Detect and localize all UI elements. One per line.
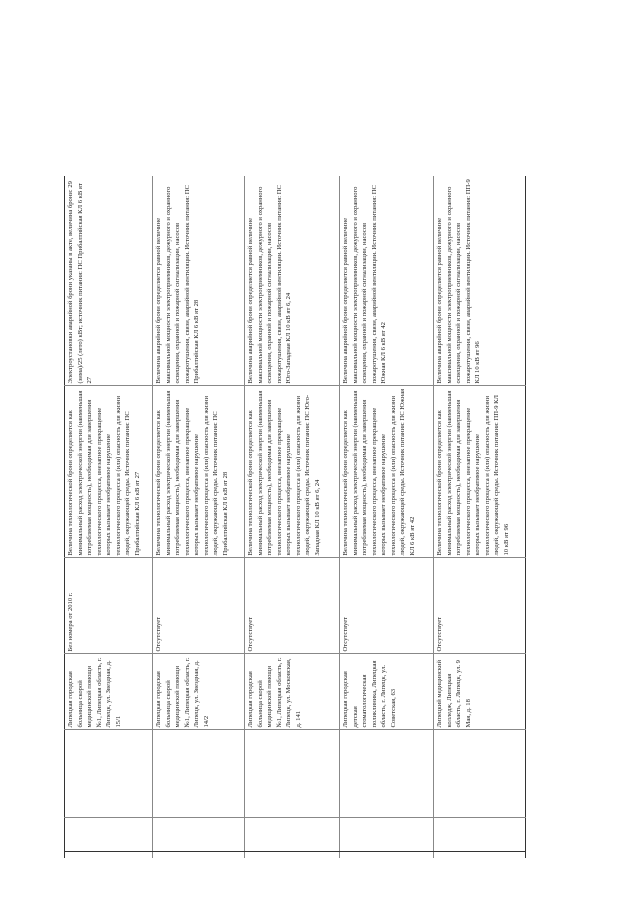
emergency-reserve-text: Величина аварийной брони определяется равной величине максимальной мощности электроприемников, дежурного и охранного освещения, охранной и пожарной сигнализации, насосов пожаротушения, связи, аварийной вентиляции. Источник питания: ПС Прибалтийская КЛ 6 кВ ят 28 [155, 185, 201, 384]
table-row [434, 176, 526, 858]
thermal-reserve-cell [245, 386, 340, 558]
empty-cell [65, 818, 153, 852]
empty-cell [434, 818, 526, 852]
number-cell [434, 730, 526, 818]
institution-text: Липецкая городская больница скорой медицинской помощи №1, Липецкая область, г. Липецк, ул. Звездная, д. 14/2 [155, 657, 210, 728]
thermal-reserve-cell [65, 386, 153, 558]
emergency-reserve-text: Величина аварийной брони определяется равной величине максимальной мощности электроприемников, дежурного и охранного освещения, охранной и пожарной сигнализации, насосов пожаротушения, связи, аварийной вентиляции. Источник питания: ПС Юго-Западная КЛ 10 кВ ят 6, 24 [247, 185, 293, 384]
margin-cell [434, 852, 526, 858]
institution-cell [434, 654, 526, 730]
institution-cell [340, 654, 434, 730]
thermal-reserve-text: Величина технологической брони определяется как минимальный расход электрической энергии (наименьшая потребляемая мощность), необходимая для завершения технологического процесса, внезапное прекращение которых вызывает необратимое нарушение технологического процесса и (или) опасность для жизни людей, окружающей среды. Источник питания: ПС Прибалтийская КЛ 6 кВ ят 28 [155, 390, 229, 556]
emergency-reserve-text: Электроустановки аварийной брони указаны в акте, величина брони: 29 (зима)/25 (лето) кВт; источник питания: ПС Прибалтийская КЛ 6 кВ ят 27 [67, 181, 94, 384]
margin-cell [65, 852, 153, 858]
meter-text: Отсутствует [342, 616, 349, 652]
thermal-reserve-text: Величина технологической брони определяется как минимальный расход электрической энергии (наименьшая потребляемая мощность), необходимая для завершения технологического процесса, внезапное прекращение которых вызывает необратимое нарушение технологического процесса и (или) опасность для жизни людей, окружающей среды. Источник питания: ПС Юго-Западная КЛ 10 кВ ят 6, 24 [247, 390, 321, 556]
emergency-reserve-cell [340, 176, 434, 386]
meter-text: Без номера от 2010 г. [67, 592, 74, 652]
meter-cell [245, 558, 340, 654]
emergency-reserve-cell [65, 176, 153, 386]
empty-cell [340, 818, 434, 852]
number-cell [153, 730, 245, 818]
thermal-reserve-cell [434, 386, 526, 558]
institution-text: Липецкий медицинский колледж, Липецкая область, г. Липецк, ул. 9 Мая, д. 18 [436, 659, 472, 728]
thermal-reserve-text: Величина технологической брони определяется как минимальный расход электрической энергии (наименьшая потребляемая мощность), необходимая для завершения технологического процесса, внезапное прекращение которых вызывает необратимое нарушение технологического процесса и (или) опасность для жизни людей, окружающей среды. Источник питания: ПС Прибалтийская КЛ 6 кВ ят 27 [67, 390, 141, 556]
institution-text: Липецкая городская детская стоматологическая поликлиника, Липецкая область, г. Липецк, ул. Советская, 63 [342, 660, 397, 728]
institution-cell [153, 654, 245, 730]
institution-cell [245, 654, 340, 730]
table-row [340, 176, 434, 858]
number-cell [340, 730, 434, 818]
institution-text: Липецкая городская больница скорой медицинской помощи №1, Липецкая область, г. Липецк, ул. Звездная, д. 15/1 [67, 657, 122, 728]
emergency-reserve-text: Величина аварийной брони определяется равной величине максимальной мощности электроприемников, дежурного и охранного освещения, охранной и пожарной сигнализации, насосов пожаротушения, связи, аварийной вентиляции. Источник питания: ПП-9 КЛ 10 кВ ят 96 [436, 179, 482, 384]
margin-cell [340, 852, 434, 858]
thermal-reserve-text: Величина технологической брони определяется как минимальный расход электрической энергии (наименьшая потребляемая мощность), необходимая для завершения технологического процесса, внезапное прекращение которых вызывает необратимое нарушение технологического процесса и (или) опасность для жизни людей, окружающей среды. Источник питания: ПС Южная КЛ 6 кВ ят 42 [342, 388, 416, 556]
meter-text: Отсутствует [247, 616, 254, 652]
meter-cell [65, 558, 153, 654]
meter-cell [153, 558, 245, 654]
thermal-reserve-text: Величина технологической брони определяется как минимальный расход электрической энергии (наименьшая потребляемая мощность), необходимая для завершения технологического процесса, внезапное прекращение которых вызывает необратимое нарушение технологического процесса и (или) опасность для жизни людей, окружающей среды. Источник питания: ПП-9 КЛ 10 кВ ят 96 [436, 390, 510, 556]
empty-cell [153, 818, 245, 852]
empty-cell [245, 818, 340, 852]
meter-text: Отсутствует [436, 616, 443, 652]
rotated-table-wrapper [64, 176, 525, 858]
emergency-reserve-cell [434, 176, 526, 386]
institution-text: Липецкая городская больница скорой медицинской помощи №1, Липецкая область, г. Липецк, ул. Московская, д. 141 [247, 657, 302, 728]
reservation-table [64, 176, 526, 858]
emergency-reserve-cell [153, 176, 245, 386]
institution-cell [65, 654, 153, 730]
number-cell [245, 730, 340, 818]
meter-cell [340, 558, 434, 654]
margin-cell [245, 852, 340, 858]
table-row [245, 176, 340, 858]
number-cell [65, 730, 153, 818]
meter-cell [434, 558, 526, 654]
emergency-reserve-text: Величина аварийной брони определяется равной величине максимальной мощности электроприемников, дежурного и охранного освещения, охранной и пожарной сигнализации, насосов пожаротушения, связи, аварийной вентиляции. Источник питания: ПС Южная КЛ 6 кВ ят 42 [342, 185, 388, 384]
meter-text: Отсутствует [155, 616, 162, 652]
table-row [153, 176, 245, 858]
thermal-reserve-cell [340, 386, 434, 558]
margin-cell [153, 852, 245, 858]
thermal-reserve-cell [153, 386, 245, 558]
emergency-reserve-cell [245, 176, 340, 386]
table-row [65, 176, 153, 858]
